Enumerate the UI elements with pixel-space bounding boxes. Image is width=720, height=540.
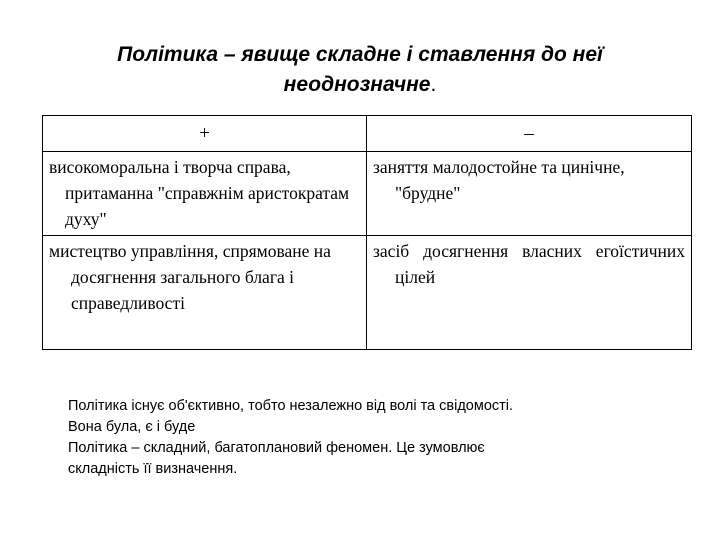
note-line: складність її визначення. — [68, 461, 238, 477]
slide-title-line-2 — [60, 70, 660, 100]
table-header-row — [43, 116, 692, 152]
row-1-plus-cell: високоморальна і творча справа, притаманна "справжнім аристократам духу" — [43, 152, 367, 235]
table-row — [43, 235, 692, 349]
row-2-minus-cell: засіб досягнення власних егоїстичних цілей — [367, 235, 692, 349]
slide-title-line-1: Політика – явище складне і ставлення до неї — [117, 43, 603, 66]
slide-title-line-2-text: неоднозначне — [283, 73, 431, 96]
header-minus: – — [367, 116, 692, 152]
slide-title-period: . — [430, 73, 437, 96]
note-line: Вона була, є і буде — [68, 419, 196, 435]
row-2-plus-cell: мистецтво управління, спрямоване на досягнення загального блага і справедливості — [43, 235, 367, 349]
slide-title — [60, 40, 660, 100]
notes-block — [68, 396, 668, 480]
note-line: Політика існує об'єктивно, тобто незалежно від волі та свідомості. — [68, 398, 514, 414]
comparison-table — [42, 115, 692, 350]
note-line: Політика – складний, багатоплановий феномен. Це зумовлює — [68, 440, 485, 456]
row-1-minus-cell: заняття малодостойне та цинічне, "брудне" — [367, 152, 692, 235]
table-row — [43, 152, 692, 235]
header-plus: + — [43, 116, 367, 152]
